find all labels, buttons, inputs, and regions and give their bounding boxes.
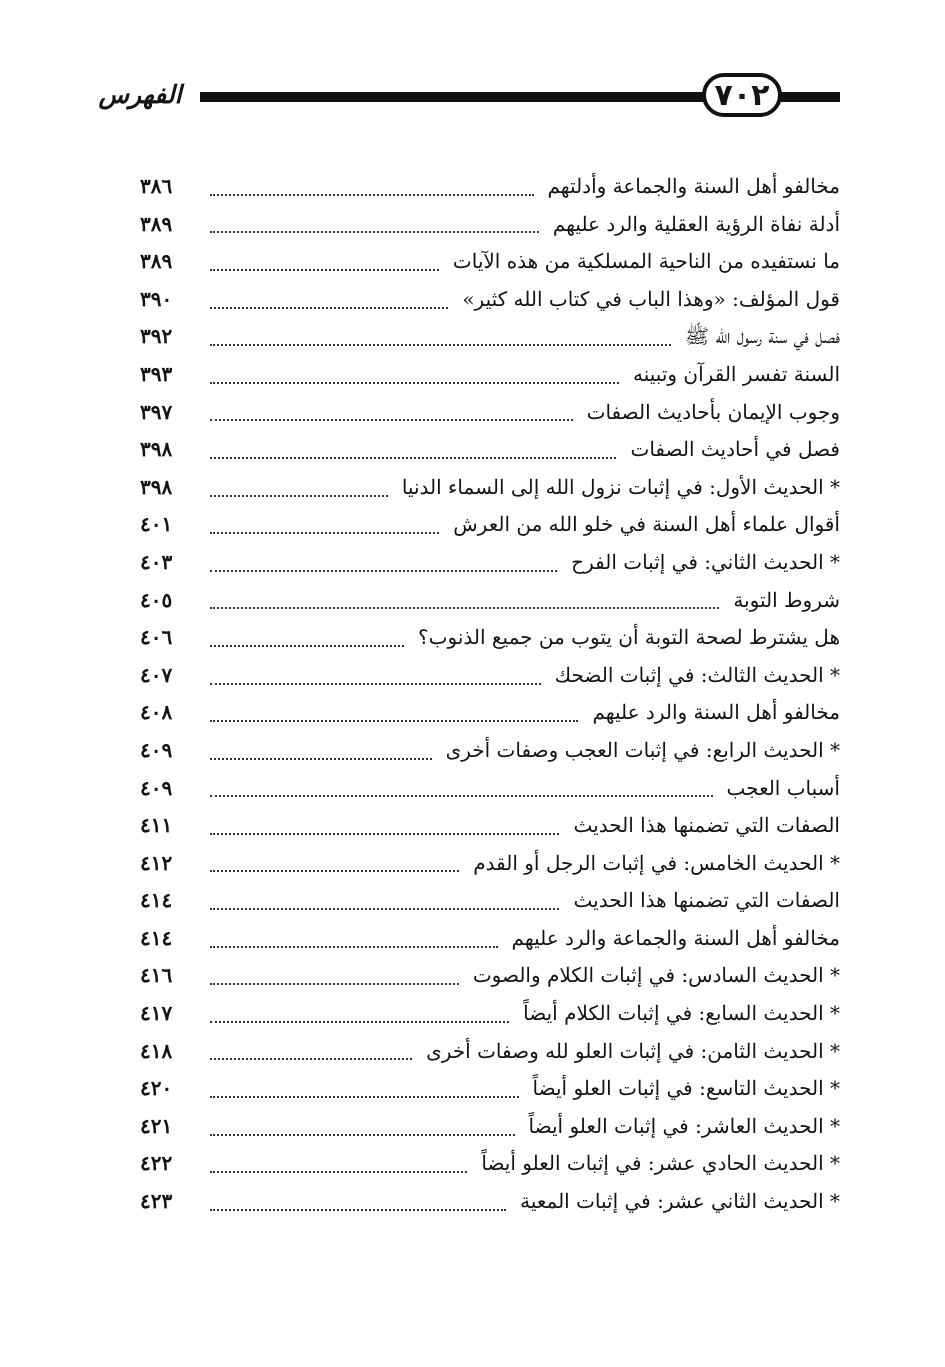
toc-entry bbox=[140, 995, 840, 1033]
toc-entry-title: مخالفو أهل السنة والجماعة وأدلتهم bbox=[547, 174, 840, 198]
toc-entry-title: * الحديث العاشر: في إثبات العلو أيضاً bbox=[528, 1113, 840, 1138]
dot-leader bbox=[210, 758, 432, 760]
toc-entry-page: ٣٨٦ bbox=[140, 174, 173, 198]
toc-entry-page: ٤١٦ bbox=[140, 963, 173, 988]
dot-leader bbox=[210, 457, 616, 459]
dot-leader bbox=[210, 1171, 467, 1173]
toc-entry-title: * الحديث الثاني: في إثبات الفرح bbox=[571, 549, 840, 574]
toc-entry-title: * الحديث الحادي عشر: في إثبات العلو أيضاً bbox=[481, 1151, 840, 1176]
toc-entry-title: * الحديث الثامن: في إثبات العلو لله وصفات أخرى bbox=[426, 1038, 840, 1063]
dot-leader bbox=[210, 382, 619, 384]
toc-entry bbox=[140, 845, 840, 883]
toc-entry-page: ٤٠٩ bbox=[140, 737, 173, 762]
toc-entry bbox=[140, 318, 840, 356]
toc-entry-page: ٣٩٢ bbox=[140, 324, 173, 349]
dot-leader bbox=[210, 194, 534, 196]
dot-leader bbox=[210, 1021, 509, 1023]
toc-entry-title: * الحديث التاسع: في إثبات العلو أيضاً bbox=[532, 1076, 840, 1101]
toc-entry-page: ٤١٤ bbox=[140, 925, 173, 950]
toc-entry-title: الصفات التي تضمنها هذا الحديث bbox=[573, 888, 840, 913]
dot-leader bbox=[210, 419, 573, 421]
toc-entry-page: ٤٢٠ bbox=[140, 1076, 173, 1101]
page-header bbox=[0, 62, 945, 142]
toc-entry bbox=[140, 243, 840, 281]
toc-entry bbox=[140, 582, 840, 620]
toc-entry-page: ٤١٨ bbox=[140, 1038, 173, 1063]
toc-entry bbox=[140, 281, 840, 319]
toc-entry-page: ٤٠٦ bbox=[140, 625, 173, 650]
toc-entry-page: ٣٨٩ bbox=[140, 249, 173, 274]
toc-entry-title: قول المؤلف: «وهذا الباب في كتاب الله كثير» bbox=[462, 286, 840, 311]
toc-entry bbox=[140, 957, 840, 995]
toc-entry-page: ٤٠١ bbox=[140, 512, 173, 537]
toc-entry-title: * الحديث الثاني عشر: في إثبات المعية bbox=[520, 1189, 840, 1214]
toc-entry bbox=[140, 770, 840, 808]
toc-entry bbox=[140, 544, 840, 582]
toc-entry-page: ٣٩٨ bbox=[140, 474, 173, 499]
dot-leader bbox=[210, 870, 459, 872]
toc-entry-page: ٤٠٧ bbox=[140, 662, 173, 687]
toc-entry-page: ٣٩٠ bbox=[140, 286, 173, 311]
toc-entry bbox=[140, 1108, 840, 1146]
toc-entry-page: ٣٩٣ bbox=[140, 361, 173, 386]
toc-entry-page: ٤١٢ bbox=[140, 850, 173, 875]
toc-entry-title: السنة تفسر القرآن وتبينه bbox=[633, 361, 840, 386]
toc-entry-title: مخالفو أهل السنة والجماعة والرد عليهم bbox=[511, 925, 840, 950]
toc-entry bbox=[140, 206, 840, 244]
page-number: ٧٠٢ bbox=[714, 77, 770, 113]
toc-entry-page: ٣٨٩ bbox=[140, 211, 173, 236]
dot-leader bbox=[210, 607, 719, 609]
toc-entry bbox=[140, 1183, 840, 1221]
toc-entry bbox=[140, 694, 840, 732]
toc-entry-title: * الحديث السادس: في إثبات الكلام والصوت bbox=[472, 963, 840, 988]
dot-leader bbox=[210, 683, 541, 685]
dot-leader bbox=[210, 307, 448, 309]
toc-entry bbox=[140, 356, 840, 394]
dot-leader bbox=[210, 645, 404, 647]
toc-entry-page: ٤٠٨ bbox=[140, 700, 173, 725]
toc-entry-title: ما نستفيده من الناحية المسلكية من هذه الآيات bbox=[452, 249, 840, 274]
toc-entry-page: ٣٩٧ bbox=[140, 399, 173, 424]
toc-entry-page: ٤٠٩ bbox=[140, 775, 173, 800]
dot-leader bbox=[210, 1096, 519, 1098]
toc-entry bbox=[140, 1145, 840, 1183]
toc-entry-title: فصل في سنة رسول الله ﷺ bbox=[684, 324, 840, 349]
toc-entry-page: ٤١٤ bbox=[140, 888, 173, 913]
dot-leader bbox=[210, 231, 539, 233]
dot-leader bbox=[210, 269, 439, 271]
toc-entry-page: ٣٩٨ bbox=[140, 437, 173, 462]
toc-entry bbox=[140, 168, 840, 206]
toc-entry-page: ٤٢١ bbox=[140, 1113, 173, 1138]
toc-entry-title: * الحديث الرابع: في إثبات العجب وصفات أخرى bbox=[445, 737, 840, 762]
dot-leader bbox=[210, 720, 578, 722]
dot-leader bbox=[210, 532, 439, 534]
toc-entry-title: الصفات التي تضمنها هذا الحديث bbox=[573, 813, 840, 838]
header-title: الفهرس bbox=[98, 80, 182, 109]
dot-leader bbox=[210, 1209, 506, 1211]
dot-leader bbox=[210, 495, 388, 497]
dot-leader bbox=[210, 795, 713, 797]
toc-entry-title: مخالفو أهل السنة والرد عليهم bbox=[592, 700, 840, 725]
toc-entry-page: ٤٢٢ bbox=[140, 1151, 173, 1176]
dot-leader bbox=[210, 570, 557, 572]
toc-entry bbox=[140, 657, 840, 695]
toc-entry-title: * الحديث السابع: في إثبات الكلام أيضاً bbox=[523, 1001, 840, 1026]
toc-entry-title: هل يشترط لصحة التوبة أن يتوب من جميع الذنوب؟ bbox=[418, 625, 840, 650]
toc-entry-page: ٤٢٣ bbox=[140, 1189, 173, 1214]
toc-entry-title: فصل في أحاديث الصفات bbox=[630, 437, 840, 462]
dot-leader bbox=[210, 946, 498, 948]
toc-entry-title: وجوب الإيمان بأحاديث الصفات bbox=[586, 399, 840, 424]
page-number-badge bbox=[702, 73, 782, 117]
toc-entry-page: ٤٠٣ bbox=[140, 549, 173, 574]
dot-leader bbox=[210, 908, 559, 910]
toc-entry-page: ٤١٧ bbox=[140, 1001, 173, 1026]
toc-entry bbox=[140, 732, 840, 770]
toc-entry-title: * الحديث الأول: في إثبات نزول الله إلى السماء الدنيا bbox=[401, 474, 840, 499]
dot-leader bbox=[210, 344, 671, 346]
toc-entry-page: ٤١١ bbox=[140, 813, 173, 838]
toc-entry bbox=[140, 506, 840, 544]
dot-leader bbox=[210, 1058, 412, 1060]
toc-entry-title: أسباب العجب bbox=[726, 775, 840, 800]
toc-entry bbox=[140, 1033, 840, 1071]
toc-entry-title: * الحديث الخامس: في إثبات الرجل أو القدم bbox=[473, 850, 840, 875]
table-of-contents bbox=[140, 168, 840, 1258]
dot-leader bbox=[210, 833, 559, 835]
toc-entry-title: شروط التوبة bbox=[733, 587, 840, 612]
toc-entry bbox=[140, 1070, 840, 1108]
dot-leader bbox=[210, 983, 459, 985]
toc-entry-title: أدلة نفاة الرؤية العقلية والرد عليهم bbox=[552, 211, 840, 236]
toc-entry-title: أقوال علماء أهل السنة في خلو الله من العرش bbox=[453, 512, 840, 537]
toc-entry bbox=[140, 619, 840, 657]
toc-entry-title: * الحديث الثالث: في إثبات الضحك bbox=[554, 662, 840, 687]
toc-entry bbox=[140, 807, 840, 845]
toc-entry-page: ٤٠٥ bbox=[140, 587, 173, 612]
toc-entry bbox=[140, 469, 840, 507]
dot-leader bbox=[210, 1134, 515, 1136]
toc-entry bbox=[140, 394, 840, 432]
toc-entry bbox=[140, 882, 840, 920]
toc-entry bbox=[140, 431, 840, 469]
toc-entry bbox=[140, 920, 840, 958]
